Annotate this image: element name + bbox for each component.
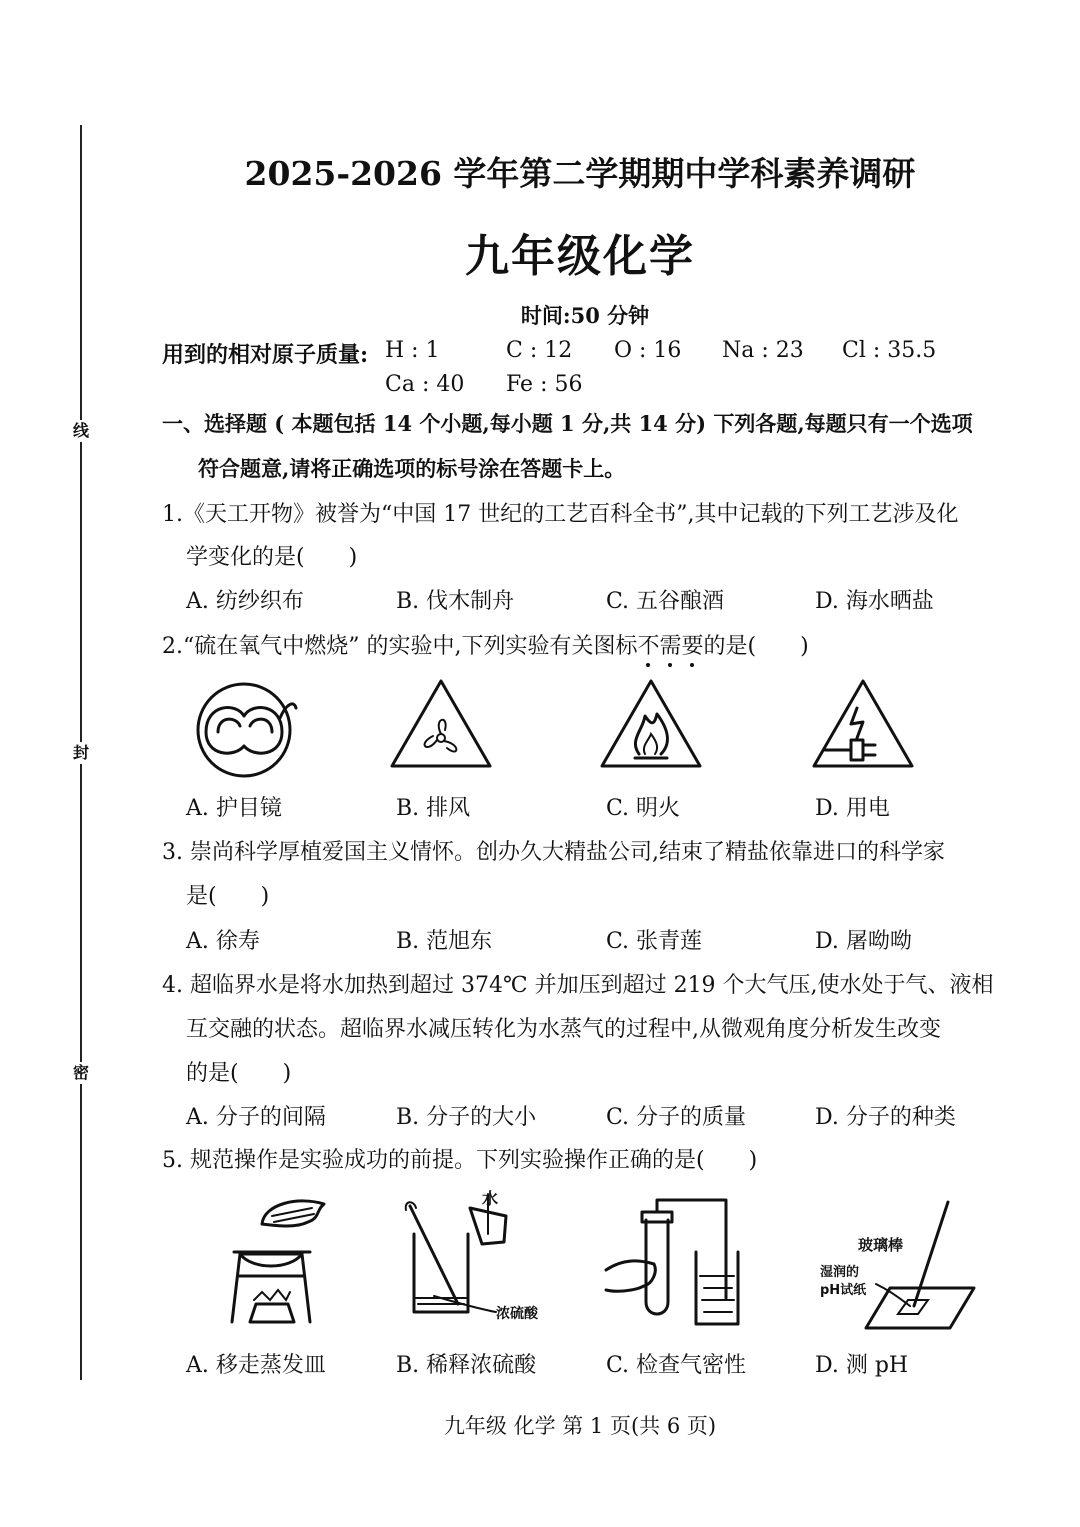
q4-stem-line1: 4. 超临界水是将水加热到超过 374℃ 并加压到超过 219 个大气压,使水处于气、液相 bbox=[162, 973, 994, 998]
label-conc-acid: 浓硫酸 bbox=[496, 1306, 538, 1322]
q3-stem-line1: 3. 崇尚科学厚植爱国主义情怀。创办久大精盐公司,结束了精盐依靠进口的科学家 bbox=[162, 840, 945, 865]
electricity-icon bbox=[811, 678, 915, 770]
ventilation-icon bbox=[389, 678, 493, 770]
airtightness-figure bbox=[604, 1198, 738, 1328]
goggles-icon bbox=[196, 682, 296, 782]
label-wet-paper-line2: pH试纸 bbox=[820, 1283, 867, 1298]
exam-time: 时间:50 分钟 bbox=[520, 303, 650, 328]
measure-ph-figure bbox=[820, 1196, 980, 1336]
q4-option-d: D. 分子的种类 bbox=[815, 1105, 956, 1130]
atomic-mass-h: H : 1 bbox=[385, 338, 440, 363]
q3-option-a: A. 徐寿 bbox=[186, 929, 260, 954]
q2-stem-emphasis: 不需要 bbox=[637, 634, 703, 659]
q2-option-a: A. 护目镜 bbox=[186, 796, 282, 821]
q1-stem-line2: 学变化的是( ) bbox=[186, 545, 358, 570]
label-wet-paper-line1: 湿润的 bbox=[820, 1265, 860, 1280]
binding-word-mi: 密 bbox=[70, 1062, 92, 1084]
q5-option-a: A. 移走蒸发皿 bbox=[186, 1353, 326, 1378]
atomic-mass-c: C : 12 bbox=[506, 338, 573, 363]
q1-option-a: A. 纺纱织布 bbox=[186, 589, 304, 614]
q5-option-b: B. 稀释浓硫酸 bbox=[396, 1353, 537, 1378]
remove-evaporating-dish-figure bbox=[228, 1196, 328, 1336]
q5-option-d: D. 测 pH bbox=[815, 1353, 909, 1378]
q3-option-d: D. 屠呦呦 bbox=[815, 929, 912, 954]
q2-stem bbox=[162, 629, 809, 660]
binding-word-feng: 封 bbox=[70, 742, 92, 764]
q4-stem-line3: 的是( ) bbox=[186, 1061, 292, 1086]
q1-option-c: C. 五谷酿酒 bbox=[606, 589, 725, 614]
q1-option-b: B. 伐木制舟 bbox=[396, 589, 515, 614]
q2-stem-post: 的是( ) bbox=[703, 634, 809, 659]
q4-option-a: A. 分子的间隔 bbox=[186, 1105, 326, 1130]
q5-option-c: C. 检查气密性 bbox=[606, 1353, 747, 1378]
atomic-mass-cl: Cl : 35.5 bbox=[842, 338, 937, 363]
q1-option-d: D. 海水晒盐 bbox=[815, 589, 934, 614]
q2-option-c: C. 明火 bbox=[606, 796, 681, 821]
q3-option-b: B. 范旭东 bbox=[396, 929, 493, 954]
q1-stem-line1: 1.《天工开物》被誉为“中国 17 世纪的工艺百科全书”,其中记载的下列工艺涉及化 bbox=[162, 502, 959, 527]
binding-word-xian: 线 bbox=[70, 420, 92, 442]
q2-option-d: D. 用电 bbox=[815, 796, 890, 821]
q2-stem-pre: 2.“硫在氧气中燃烧” 的实验中,下列实验有关图标 bbox=[162, 634, 638, 659]
q3-option-c: C. 张青莲 bbox=[606, 929, 703, 954]
q3-stem-line2: 是( ) bbox=[186, 884, 270, 909]
atomic-mass-label: 用到的相对原子质量: bbox=[162, 342, 369, 368]
page-footer: 九年级 化学 第 1 页(共 6 页) bbox=[443, 1414, 717, 1438]
dilute-acid-figure bbox=[404, 1186, 554, 1326]
exam-title: 2025-2026 学年第二学期期中学科素养调研 bbox=[244, 154, 916, 193]
label-water: 水 bbox=[482, 1189, 499, 1208]
q5-stem: 5. 规范操作是实验成功的前提。下列实验操作正确的是( ) bbox=[162, 1148, 758, 1173]
atomic-mass-na: Na : 23 bbox=[722, 338, 804, 363]
subject-title: 九年级化学 bbox=[465, 231, 695, 282]
section1-heading: 一、选择题 ( 本题包括 14 个小题,每小题 1 分,共 14 分) 下列各题,每题只有一个选项 bbox=[162, 411, 973, 436]
open-flame-icon bbox=[599, 678, 703, 770]
atomic-mass-ca: Ca : 40 bbox=[385, 372, 465, 397]
atomic-mass-fe: Fe : 56 bbox=[506, 372, 583, 397]
section1-instruction: 符合题意,请将正确选项的标号涂在答题卡上。 bbox=[198, 456, 626, 481]
q4-option-c: C. 分子的质量 bbox=[606, 1105, 747, 1130]
q4-stem-line2: 互交融的状态。超临界水减压转化为水蒸气的过程中,从微观角度分析发生改变 bbox=[186, 1017, 941, 1042]
q2-option-b: B. 排风 bbox=[396, 796, 471, 821]
q4-option-b: B. 分子的大小 bbox=[396, 1105, 537, 1130]
label-glass-rod: 玻璃棒 bbox=[858, 1236, 904, 1254]
atomic-mass-o: O : 16 bbox=[614, 338, 682, 363]
